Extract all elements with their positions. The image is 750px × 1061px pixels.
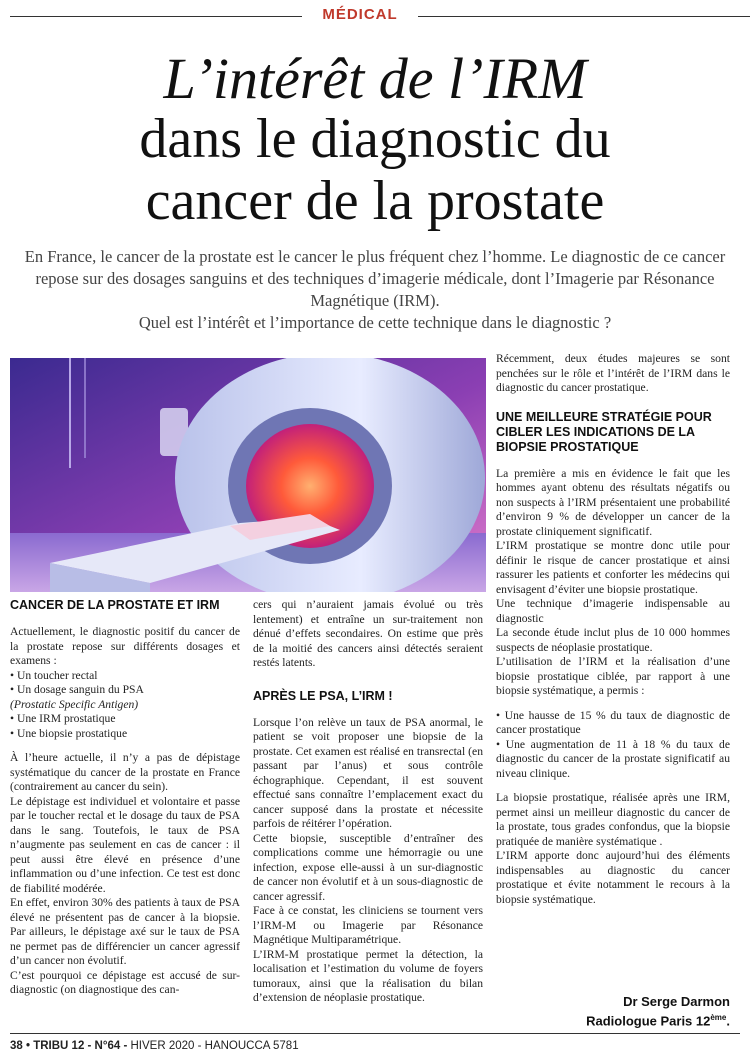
col2-paragraph-4: Face à ce constat, les cliniciens se tournent vers l’IRM-M ou Imagerie par Résonance Magnétique Multiparamétrique. [253, 904, 483, 946]
col2-paragraph-5: L’IRM-M prostatique permet la détection, la localisation et l’estimation du volume de foyers tumoraux, ainsi que la réalisation du bilan d’extension de néoplasie prostatique. [253, 947, 483, 1004]
col1-paragraph-5: C’est pourquoi ce dépistage est accusé de sur-diagnostic (on diagnostique des can- [10, 968, 240, 996]
col3-paragraph-7: La biopsie prostatique, réalisée après une IRM, permet ainsi un meilleur diagnostic du cancer de la prostate, tous grades confondus, que la biopsie pratiquée de manière systématique . [496, 791, 730, 848]
col2-paragraph-3: Cette biopsie, susceptible d’entraîner des complications comme une hémorragie ou une infection, expose elle-aussi à un sur-diagnostic de cancer non évolutif et à un sous-diagnostic de cancer agressif. [253, 831, 483, 903]
page-number: 38 [10, 1040, 23, 1052]
col1-paragraph-1: Actuellement, le diagnostic positif du cancer de la prostate repose sur différents dosages et examens : [10, 625, 240, 667]
magazine-issue: TRIBU 12 - N°64 [33, 1040, 121, 1052]
author-role-text: Radiologue Paris 12 [586, 1013, 711, 1029]
mri-scanner-photo [10, 358, 486, 592]
col1-paragraph-2: À l’heure actuelle, il n’y a pas de dépistage systématique du cancer de la prostate en France (contrairement au cancer du sein). [10, 751, 240, 793]
list-item: • Un toucher rectal [10, 669, 240, 684]
column-1 [10, 598, 240, 998]
list-item: • Un dosage sanguin du PSA [10, 683, 240, 698]
col2-paragraph-1: cers qui n’auraient jamais évolué ou très lentement) et entraîne un sur-traitement non dénué d’effets secondaires. On estime que près de la moitié des cancers ainsi détectés seraient restés latents. [253, 598, 483, 669]
col2-paragraph-2: Lorsque l’on relève un taux de PSA anormal, le patient se voit proposer une biopsie de la prostate. Cet examen est réalisé en transrectal (en passant par l’anus) et sous contrôle échographique. Cependant, il est souvent effectué sans connaître l’emplacement exact du cancer supposé dans la prostate et nécessite parfois de réitérer l’opération. [253, 715, 483, 830]
col3-paragraph-4: Une technique d’imagerie indispensable au diagnostic [496, 597, 730, 625]
author-role [470, 1010, 730, 1029]
author-signature [470, 994, 730, 1029]
section-label: MÉDICAL [322, 6, 398, 23]
column-3 [496, 352, 730, 907]
intro-paragraph-1: En France, le cancer de la prostate est le cancer le plus fréquent chez l’homme. Le diagnostic de ce cancer repose sur des dosages sanguins et des techniques d’imagerie médicale, dont l’Imagerie par Résonance Magnétique (IRM). [24, 247, 726, 310]
list-item-note: (Prostatic Specific Antigen) [10, 697, 139, 711]
list-item: • Une IRM prostatique [10, 712, 240, 727]
header-rule-left [10, 16, 302, 17]
column-2 [253, 598, 483, 1006]
issue-date: HIVER 2020 - HANOUCCA 5781 [130, 1040, 299, 1052]
author-role-end: . [726, 1013, 730, 1029]
list-item: • Une augmentation de 11 à 18 % du taux de diagnostic du cancer de la prostate significatif au niveau clinique. [496, 738, 730, 782]
col1-heading: CANCER DE LA PROSTATE ET IRM [10, 598, 220, 612]
col3-paragraph-2: La première a mis en évidence le fait que les hommes ayant obtenu des résultats négatifs ou non suspects à l’IRM présentaient une probabilité d’environ 9 % de développer un cancer de la prostate cliniquement significatif. [496, 466, 730, 538]
col1-paragraph-3: Le dépistage est individuel et volontaire et passe par le toucher rectal et le dosage du taux de PSA dans le sang. Toutefois, le taux de PSA n’augmente pas seulement en cas de cancer : il peut aussi être élevé en présence d’une inflammation ou d’une infection. Ce test est donc de fiabilité modérée. [10, 794, 240, 895]
col2-heading: APRÈS LE PSA, L’IRM ! [253, 688, 393, 703]
col3-paragraph-5: La seconde étude inclut plus de 10 000 hommes suspects de néoplasie prostatique. [496, 626, 730, 654]
col1-paragraph-4: En effet, environ 30% des patients à taux de PSA élevé ne présentent pas de cancer à la biopsie. Par ailleurs, le dépistage axé sur le taux de PSA ne permet pas de différencier un cancer agressif d’un cancer non évolutif. [10, 896, 240, 967]
list-item: • Une biopsie prostatique [10, 727, 240, 742]
col3-heading: UNE MEILLEURE STRATÉGIE POUR CIBLER LES INDICATIONS DE LA BIOPSIE PROSTATIQUE [496, 409, 712, 454]
header-rule-right [418, 16, 750, 17]
list-item: • Une hausse de 15 % du taux de diagnostic de cancer prostatique [496, 709, 730, 738]
article-title [0, 46, 750, 232]
title-line-2: dans le diagnostic du [139, 108, 611, 170]
author-role-sup: ème [710, 1013, 727, 1022]
col3-results-list [496, 709, 730, 782]
col1-exam-list [10, 669, 240, 742]
footer-rule [10, 1033, 740, 1034]
author-name: Dr Serge Darmon [623, 994, 730, 1009]
col3-paragraph-8: L’IRM apporte donc aujourd’hui des éléments indispensables au diagnostic du cancer prostatique et évite notamment le recours à la biopsie systématique. [496, 849, 730, 906]
title-line-3: cancer de la prostate [145, 170, 605, 232]
col3-paragraph-1: Récemment, deux études majeures se sont penchées sur le rôle et l’intérêt de l’IRM dans le diagnostic du cancer prostatique. [496, 352, 730, 394]
col3-paragraph-6: L’utilisation de l’IRM et la réalisation d’une biopsie prostatique ciblée, par rapport à une biopsie systématique, a permis : [496, 655, 730, 697]
col3-paragraph-3: L’IRM prostatique se montre donc utile pour définir le risque de cancer prostatique et ainsi rassurer les patients et conforter les médecins qui envisagent d’éviter une biopsie prostatique. [496, 539, 730, 596]
mri-scanner-illustration [10, 358, 486, 592]
article-intro [22, 246, 728, 334]
title-line-1: L’intérêt de l’IRM [163, 46, 587, 111]
intro-paragraph-2: Quel est l’intérêt et l’importance de cette technique dans le diagnostic ? [138, 313, 612, 332]
page-footer: 38 • TRIBU 12 - N°64 - HIVER 2020 - HANOUCCA 5781 [10, 1040, 299, 1052]
